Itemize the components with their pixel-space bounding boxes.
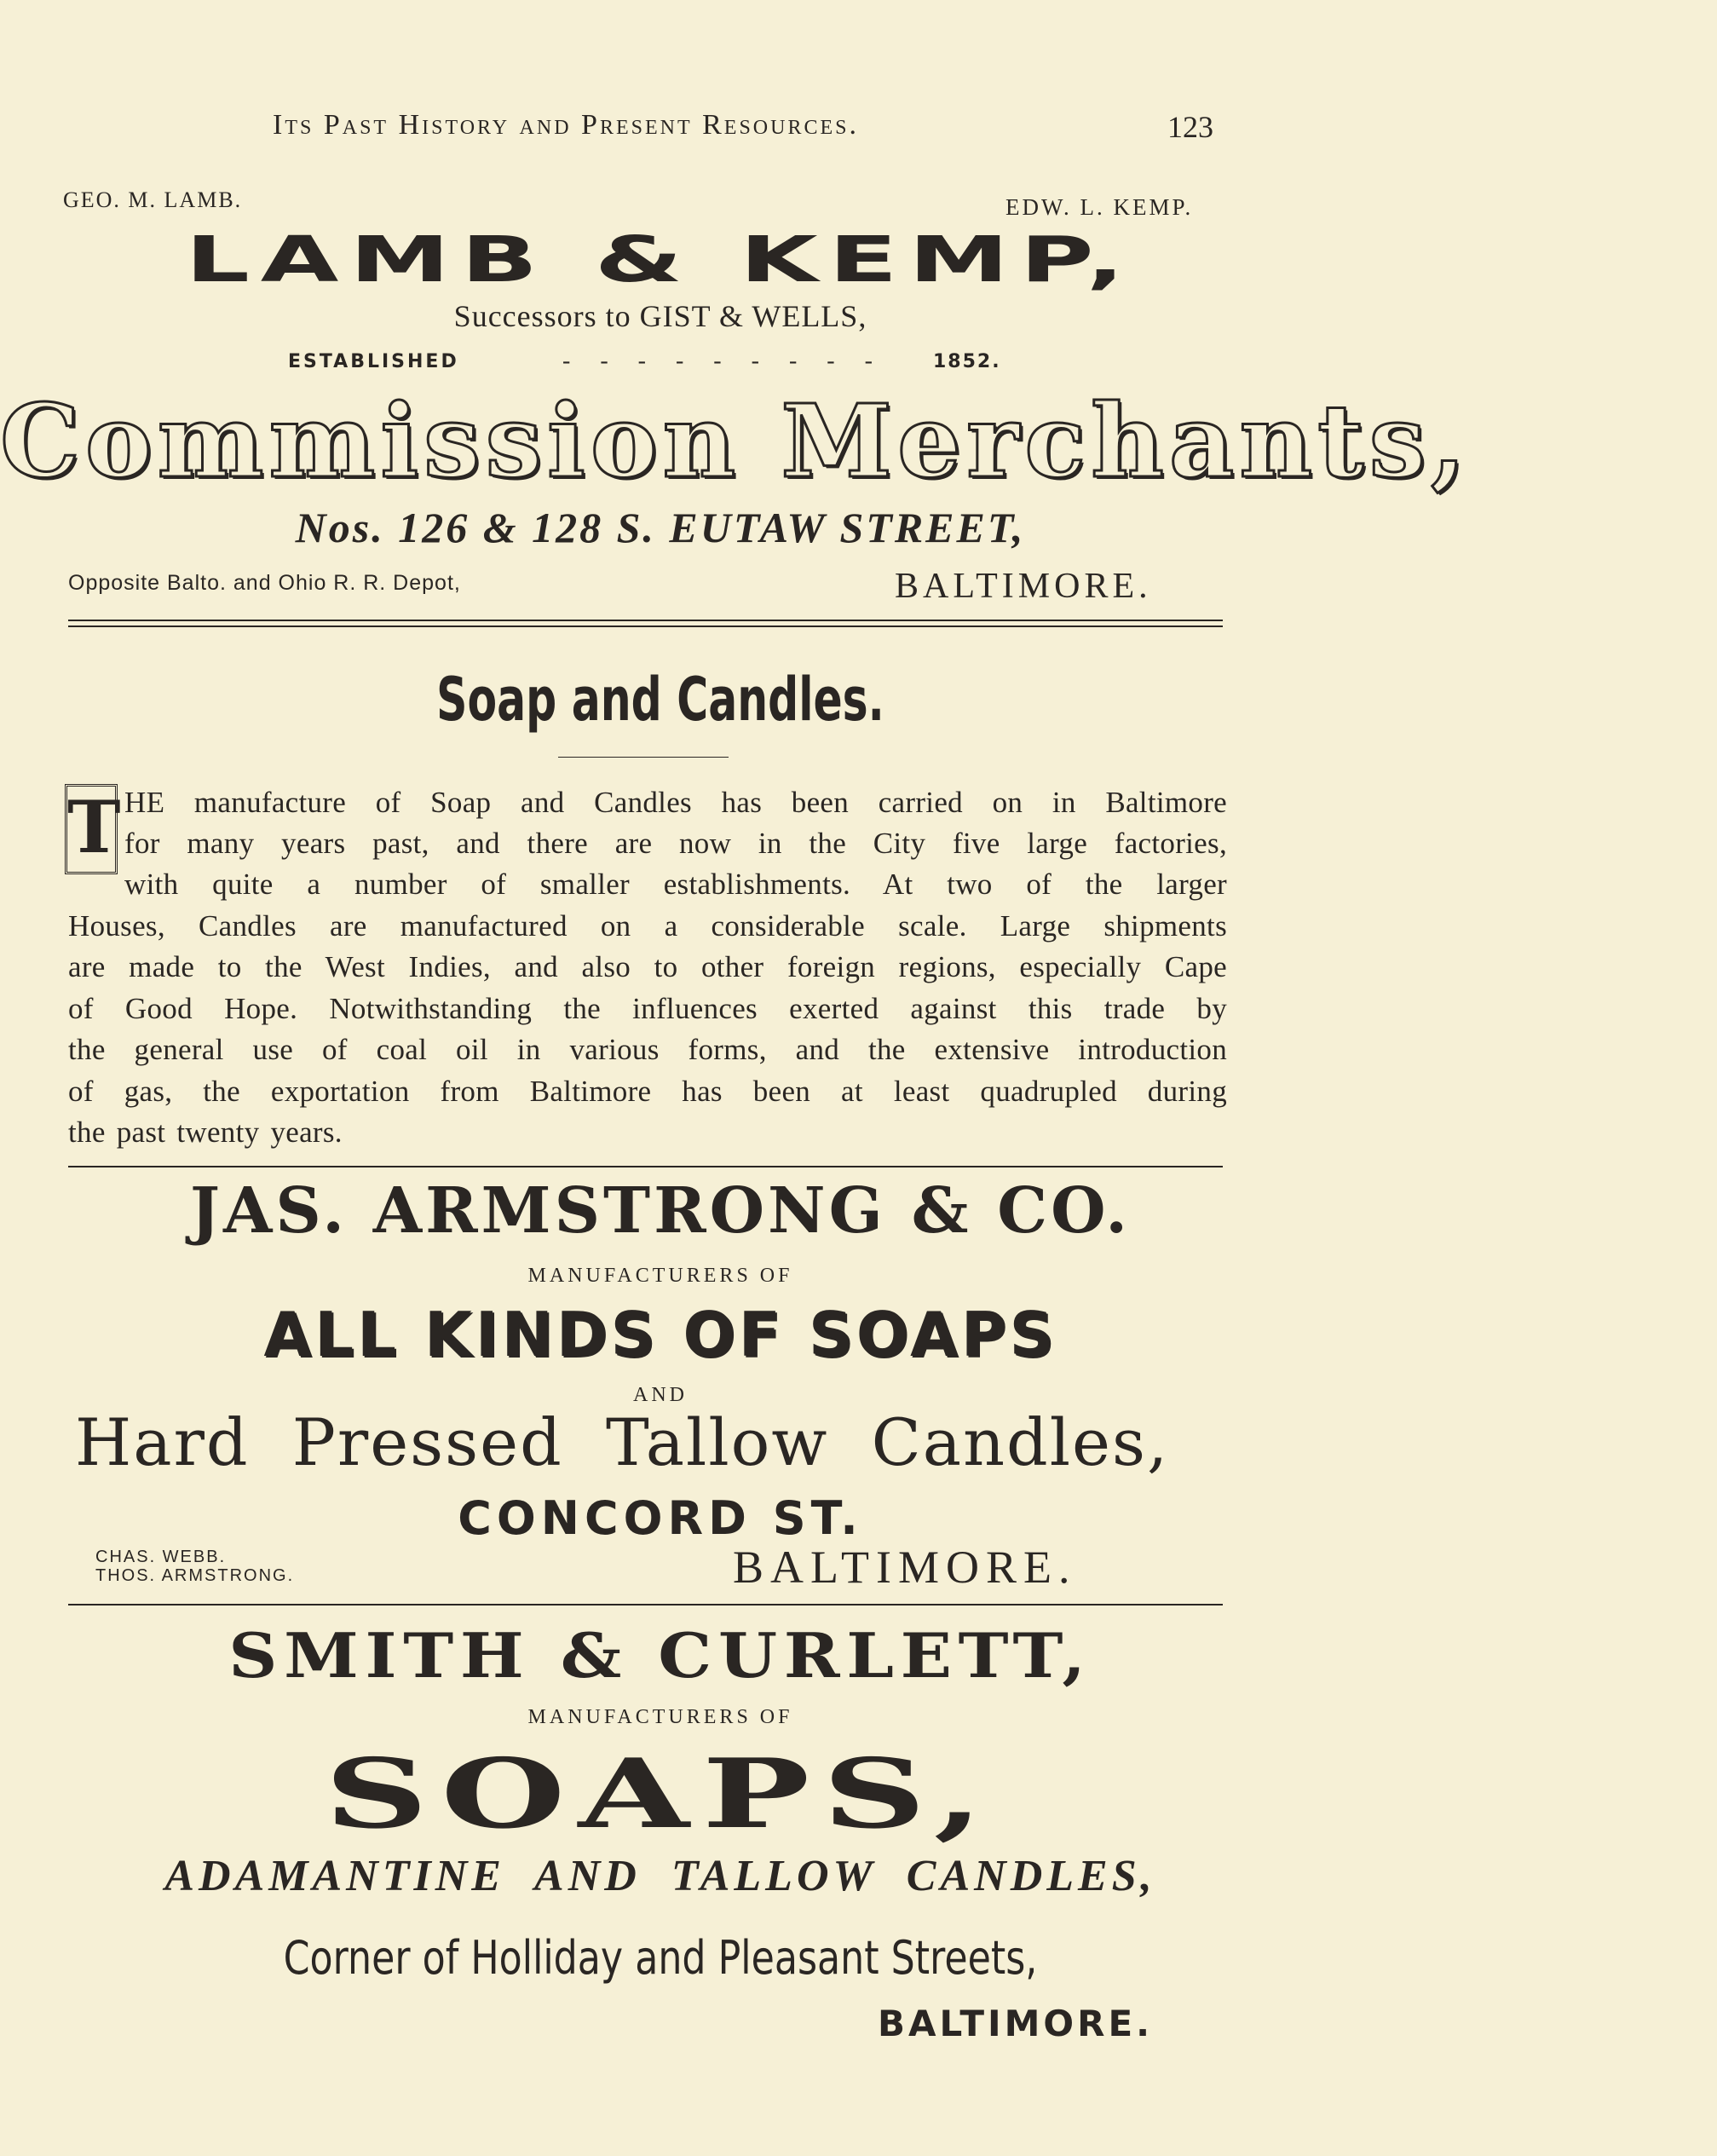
manufacturers-of-label: MANUFACTURERS OF bbox=[527, 1265, 793, 1287]
paragraph-line: of Good Hope. Notwithstanding the influences exerted against this trade by bbox=[68, 992, 1227, 1025]
divider-rule bbox=[68, 1166, 1223, 1167]
page-number: 123 bbox=[1167, 110, 1213, 144]
partner-name-left: GEO. M. LAMB. bbox=[63, 187, 243, 212]
successors-line: Successors to GIST & WELLS, bbox=[453, 299, 867, 333]
and-label: AND bbox=[633, 1384, 688, 1406]
adamantine-candles-line: ADAMANTINE AND TALLOW CANDLES, bbox=[164, 1852, 1156, 1900]
divider-rule bbox=[68, 625, 1223, 627]
partner-armstrong: THOS. ARMSTRONG. bbox=[95, 1566, 295, 1585]
paragraph-line: HE manufacture of Soap and Candles has been carried on in Baltimore bbox=[124, 786, 1227, 819]
smith-curlett-city: BALTIMORE. bbox=[878, 2003, 1154, 2044]
lamb-kemp-address: Nos. 126 & 128 S. EUTAW STREET, bbox=[295, 504, 1026, 551]
all-kinds-of-soaps: ALL KINDS OF SOAPS bbox=[263, 1299, 1057, 1370]
divider-rule bbox=[68, 1604, 1223, 1605]
paragraph-line: for many years past, and there are now in the City five large factories, bbox=[124, 827, 1227, 860]
running-head: Its Past History and Present Resources. bbox=[273, 109, 859, 141]
drop-cap: T bbox=[65, 784, 118, 874]
commission-merchants-heading: Commission Merchants, bbox=[0, 382, 1472, 500]
lamb-kemp-firm-name: LAMB & KEMP, bbox=[185, 223, 1136, 297]
smith-curlett-firm-name: SMITH & CURLETT, bbox=[228, 1619, 1092, 1692]
established-year: 1852. bbox=[933, 351, 1001, 372]
paragraph-line: Houses, Candles are manufactured on a considerable scale. Large shipments bbox=[68, 909, 1227, 943]
armstrong-firm-name: JAS. ARMSTRONG & CO. bbox=[189, 1174, 1131, 1248]
armstrong-street: CONCORD ST. bbox=[458, 1491, 863, 1545]
established-leader-dots: - - - - - - - - - bbox=[562, 348, 884, 374]
soaps-heading: SOAPS, bbox=[324, 1738, 997, 1850]
armstrong-partners bbox=[95, 1548, 294, 1585]
paragraph-line: with quite a number of smaller establishments. At two of the larger bbox=[124, 868, 1227, 901]
partner-name-right: EDW. L. KEMP. bbox=[1005, 194, 1194, 220]
established-label: ESTABLISHED bbox=[288, 351, 459, 372]
lamb-kemp-city: BALTIMORE. bbox=[895, 567, 1152, 606]
tallow-candles-line: Hard Pressed Tallow Candles, bbox=[75, 1404, 1170, 1480]
paragraph-line: the general use of coal oil in various forms, and the extensive introduction bbox=[68, 1033, 1227, 1066]
title-underline bbox=[558, 757, 729, 758]
divider-rule bbox=[68, 620, 1223, 621]
article-title: Soap and Candles. bbox=[436, 665, 884, 735]
paragraph-line: of gas, the exportation from Baltimore has been at least quadrupled during bbox=[68, 1075, 1227, 1108]
partner-webb: CHAS. WEBB. bbox=[95, 1548, 227, 1566]
manufacturers-of-label: MANUFACTURERS OF bbox=[527, 1706, 793, 1728]
paragraph-line: are made to the West Indies, and also to other foreign regions, especially Cape bbox=[68, 950, 1227, 983]
armstrong-city: BALTIMORE. bbox=[733, 1542, 1077, 1593]
smith-curlett-address: Corner of Holliday and Pleasant Streets, bbox=[283, 1931, 1038, 1985]
paragraph-line: the past twenty years. bbox=[68, 1115, 343, 1149]
landmark-note: Opposite Balto. and Ohio R. R. Depot, bbox=[68, 571, 461, 595]
